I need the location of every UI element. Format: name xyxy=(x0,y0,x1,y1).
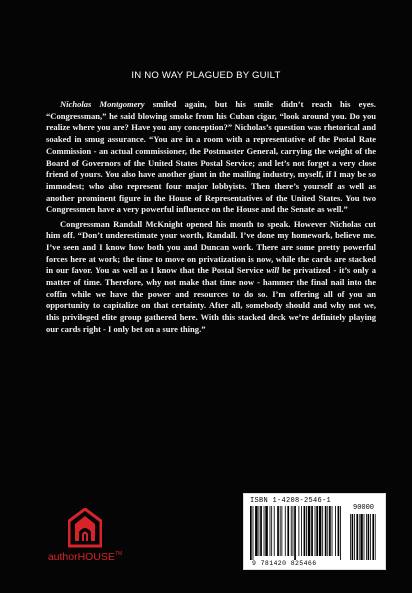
paragraph-1-text: smiled again, but his smile didn’t reach his eyes. “Congressman,” he said blowing smoke from his Cuban cigar, “look around you. Do you realize where you are? Have you any conception?” Nicholas’s question was rhetorical and soaked in smug assurance. “You are in a room with a representative of the Postal Rate Commission - an actual commissioner, the Postmaster General, carrying the weight of the Board of Governors of the United States Postal Service; and let’s not forget a very close friend of yours. You also have another giant in the mailing industry, myself, if I may be so immodest; who also represent four major lobbyists. Then there’s yourself as well as another prominent figure in the House of Representatives of the United States. You two Congressmen have a very powerful influence on the House and the Senate as well.” xyxy=(46,99,376,215)
barcode-bar xyxy=(340,506,341,560)
barcode-bar xyxy=(315,506,316,556)
blurb-paragraph-2 xyxy=(46,219,376,336)
trademark-symbol: TM xyxy=(114,551,123,557)
barcode-bar xyxy=(298,506,299,556)
barcode-bar xyxy=(259,506,260,556)
price-addon-bar xyxy=(360,514,362,560)
barcode-number: 9 781420 825466 xyxy=(252,560,317,567)
publisher-name xyxy=(40,551,130,563)
blurb-paragraph-1 xyxy=(46,99,376,216)
barcode-bar xyxy=(271,506,272,556)
publisher-logo xyxy=(40,508,130,568)
barcode-bar xyxy=(301,506,302,556)
blurb-text xyxy=(46,99,376,338)
authorhouse-house-icon xyxy=(68,508,102,548)
isbn-label: ISBN 1-4208-2546-1 xyxy=(250,497,332,505)
barcode-bar xyxy=(255,506,258,556)
price-addon-bar xyxy=(370,514,371,560)
barcode-bar xyxy=(270,506,271,556)
barcode-bar xyxy=(308,506,311,556)
character-name: Nicholas Montgomery xyxy=(60,99,145,109)
isbn-barcode xyxy=(243,493,386,570)
price-addon-bar xyxy=(375,514,376,560)
barcode-bar xyxy=(322,506,323,556)
barcode-bar xyxy=(281,506,282,556)
price-addon-bar xyxy=(352,514,354,560)
barcode-bar xyxy=(335,506,336,556)
barcode-bar xyxy=(280,506,281,556)
barcode-bar xyxy=(316,506,318,556)
barcode-bar xyxy=(274,506,275,556)
barcode-bar xyxy=(311,506,313,556)
barcode-bar xyxy=(277,506,279,556)
barcode-bar xyxy=(332,506,333,556)
barcode-bar xyxy=(293,506,294,556)
barcode-bar xyxy=(291,506,292,556)
price-code: 90000 xyxy=(353,504,375,512)
barcode-bar xyxy=(329,506,331,556)
price-addon-bar xyxy=(372,514,374,560)
barcode-bar xyxy=(327,506,328,556)
barcode-bar xyxy=(250,506,252,560)
paragraph-2-text-start: Congressman Randall McKnight opened his mouth to speak. However Nicholas cut him off. “Don’t underestimate your worth, Randall. I’ve done my homework, believe me. I’ve seen and I know how both you and Duncan work. There are some pretty powerful forces here at work; the time to move on privatization is now, while the cards are stacked in our favor. You as well as I know that the Postal Service xyxy=(46,218,376,276)
price-addon-bar xyxy=(366,514,367,560)
barcode-bar xyxy=(285,506,286,556)
barcode-bar xyxy=(287,506,289,556)
price-addon-bar xyxy=(356,514,358,560)
barcode-bar xyxy=(265,506,268,556)
price-addon-bar xyxy=(368,514,370,560)
publisher-name-text: authorHOUSE xyxy=(47,551,115,563)
barcode-bar xyxy=(338,506,340,556)
section-heading: IN NO WAY PLAGUED BY GUILT xyxy=(131,70,281,81)
price-addon-bar xyxy=(364,514,365,560)
paragraph-2-text-end: be privatized - it’s only a matter of time. Therefore, why not make that time now - hammer the final nail into the coffin while we have the power and resources to do so. I’m offering all of you an opportunity to capitalize on that certainty. After all, somebody should and why not we, this privileged elite group gathered here. With this stacked deck we’re definitely playing our cards right - I only bet on a sure thing.” xyxy=(46,265,376,334)
barcode-bar xyxy=(264,506,265,556)
barcode-bar xyxy=(260,506,262,556)
barcode-bar xyxy=(306,506,307,556)
barcode-bar xyxy=(294,506,296,560)
price-addon-bar xyxy=(359,514,360,560)
emphasis-word: will xyxy=(266,265,280,276)
barcode-bar xyxy=(325,506,327,556)
barcode-bar xyxy=(304,506,306,556)
barcode-bars xyxy=(250,506,382,560)
price-addon-bar xyxy=(350,514,351,560)
barcode-bar xyxy=(253,506,254,560)
price-addon-bar xyxy=(354,514,355,560)
barcode-bar xyxy=(319,506,322,556)
